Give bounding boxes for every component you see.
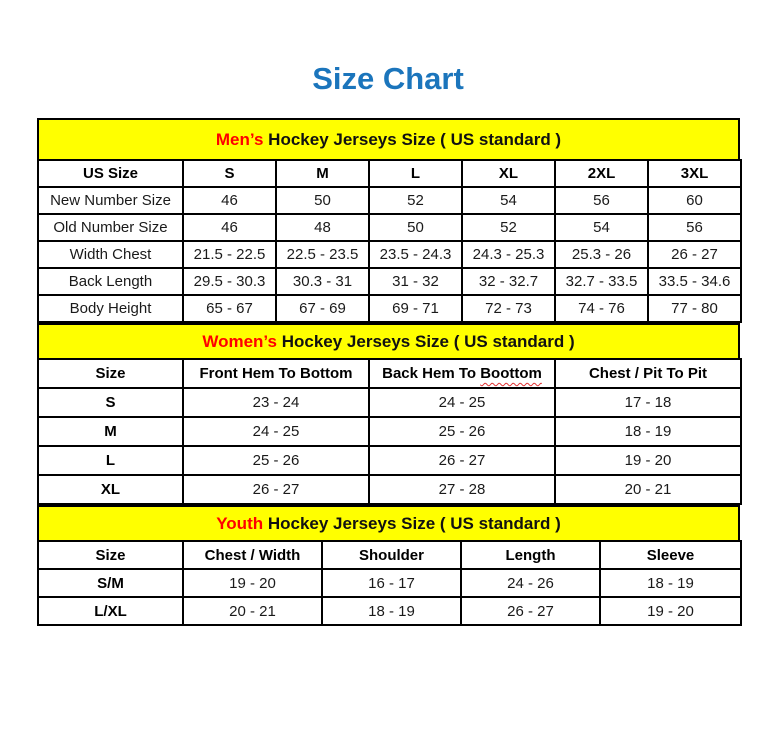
header-cell: L xyxy=(369,160,462,187)
youth-banner-highlight: Youth xyxy=(216,513,264,533)
header-cell: 3XL xyxy=(648,160,741,187)
table-row xyxy=(38,569,741,597)
value-cell: 52 xyxy=(462,214,555,241)
value-cell: 54 xyxy=(462,187,555,214)
value-cell: 24 - 26 xyxy=(461,569,600,597)
value-cell: 16 - 17 xyxy=(322,569,461,597)
value-cell: 25 - 26 xyxy=(183,446,369,475)
womens-section xyxy=(37,323,740,505)
row-label-cell: S/M xyxy=(38,569,183,597)
value-cell: 18 - 19 xyxy=(555,417,741,446)
header-cell: Back Hem To Boottom xyxy=(369,359,555,388)
mens-banner-text: Hockey Jerseys Size ( US standard ) xyxy=(263,129,562,149)
header-cell: Size xyxy=(38,541,183,569)
value-cell: 18 - 19 xyxy=(600,569,741,597)
value-cell: 24.3 - 25.3 xyxy=(462,241,555,268)
table-row xyxy=(38,241,741,268)
value-cell: 33.5 - 34.6 xyxy=(648,268,741,295)
header-cell: XL xyxy=(462,160,555,187)
value-cell: 22.5 - 23.5 xyxy=(276,241,369,268)
table-row xyxy=(38,446,741,475)
value-cell: 19 - 20 xyxy=(555,446,741,475)
value-cell: 56 xyxy=(648,214,741,241)
mens-table-header xyxy=(38,160,741,187)
header-cell: Shoulder xyxy=(322,541,461,569)
header-cell: US Size xyxy=(38,160,183,187)
header-row xyxy=(38,359,741,388)
mens-section xyxy=(37,118,740,323)
youth-size-table xyxy=(37,540,742,626)
value-cell: 29.5 - 30.3 xyxy=(183,268,276,295)
row-label-cell: Body Height xyxy=(38,295,183,322)
header-row xyxy=(38,541,741,569)
size-chart-container xyxy=(37,118,740,626)
value-cell: 48 xyxy=(276,214,369,241)
table-row xyxy=(38,475,741,504)
value-cell: 21.5 - 22.5 xyxy=(183,241,276,268)
value-cell: 25 - 26 xyxy=(369,417,555,446)
row-label-cell: M xyxy=(38,417,183,446)
value-cell: 46 xyxy=(183,214,276,241)
value-cell: 23 - 24 xyxy=(183,388,369,417)
mens-table-body xyxy=(38,187,741,322)
value-cell: 26 - 27 xyxy=(461,597,600,625)
value-cell: 17 - 18 xyxy=(555,388,741,417)
value-cell: 31 - 32 xyxy=(369,268,462,295)
value-cell: 26 - 27 xyxy=(369,446,555,475)
value-cell: 56 xyxy=(555,187,648,214)
header-cell: Front Hem To Bottom xyxy=(183,359,369,388)
youth-table-header xyxy=(38,541,741,569)
womens-banner-text: Hockey Jerseys Size ( US standard ) xyxy=(276,331,575,351)
value-cell: 19 - 20 xyxy=(600,597,741,625)
row-label-cell: L/XL xyxy=(38,597,183,625)
value-cell: 20 - 21 xyxy=(183,597,322,625)
header-cell: M xyxy=(276,160,369,187)
value-cell: 25.3 - 26 xyxy=(555,241,648,268)
header-cell: Size xyxy=(38,359,183,388)
misspelled-word: Boottom xyxy=(480,365,542,382)
value-cell: 24 - 25 xyxy=(183,417,369,446)
header-cell: Sleeve xyxy=(600,541,741,569)
table-row xyxy=(38,597,741,625)
value-cell: 27 - 28 xyxy=(369,475,555,504)
table-row xyxy=(38,388,741,417)
value-cell: 72 - 73 xyxy=(462,295,555,322)
header-cell: S xyxy=(183,160,276,187)
womens-banner-highlight: Women’s xyxy=(202,331,277,351)
value-cell: 30.3 - 31 xyxy=(276,268,369,295)
table-row xyxy=(38,187,741,214)
table-row xyxy=(38,417,741,446)
value-cell: 54 xyxy=(555,214,648,241)
value-cell: 50 xyxy=(369,214,462,241)
row-label-cell: Old Number Size xyxy=(38,214,183,241)
mens-banner-highlight: Men’s xyxy=(215,129,264,149)
value-cell: 18 - 19 xyxy=(322,597,461,625)
row-label-cell: New Number Size xyxy=(38,187,183,214)
value-cell: 67 - 69 xyxy=(276,295,369,322)
value-cell: 32.7 - 33.5 xyxy=(555,268,648,295)
youth-banner-text: Hockey Jerseys Size ( US standard ) xyxy=(263,513,561,533)
header-row xyxy=(38,160,741,187)
womens-table-header xyxy=(38,359,741,388)
page-title: Size Chart xyxy=(312,61,464,96)
value-cell: 20 - 21 xyxy=(555,475,741,504)
youth-table-body xyxy=(38,569,741,625)
table-row xyxy=(38,295,741,322)
value-cell: 74 - 76 xyxy=(555,295,648,322)
value-cell: 52 xyxy=(369,187,462,214)
value-cell: 26 - 27 xyxy=(648,241,741,268)
womens-table-body xyxy=(38,388,741,504)
row-label-cell: Back Length xyxy=(38,268,183,295)
value-cell: 19 - 20 xyxy=(183,569,322,597)
value-cell: 77 - 80 xyxy=(648,295,741,322)
table-row xyxy=(38,214,741,241)
mens-section-banner xyxy=(37,118,740,159)
value-cell: 60 xyxy=(648,187,741,214)
value-cell: 24 - 25 xyxy=(369,388,555,417)
womens-size-table xyxy=(37,358,742,505)
header-cell: 2XL xyxy=(555,160,648,187)
row-label-cell: S xyxy=(38,388,183,417)
row-label-cell: XL xyxy=(38,475,183,504)
header-cell: Chest / Pit To Pit xyxy=(555,359,741,388)
value-cell: 46 xyxy=(183,187,276,214)
value-cell: 32 - 32.7 xyxy=(462,268,555,295)
value-cell: 69 - 71 xyxy=(369,295,462,322)
mens-size-table xyxy=(37,159,742,323)
table-row xyxy=(38,268,741,295)
row-label-cell: L xyxy=(38,446,183,475)
value-cell: 50 xyxy=(276,187,369,214)
header-cell: Chest / Width xyxy=(183,541,322,569)
value-cell: 65 - 67 xyxy=(183,295,276,322)
row-label-cell: Width Chest xyxy=(38,241,183,268)
header-cell: Length xyxy=(461,541,600,569)
value-cell: 23.5 - 24.3 xyxy=(369,241,462,268)
value-cell: 26 - 27 xyxy=(183,475,369,504)
womens-section-banner xyxy=(37,323,740,358)
youth-section-banner xyxy=(37,505,740,540)
youth-section xyxy=(37,505,740,626)
